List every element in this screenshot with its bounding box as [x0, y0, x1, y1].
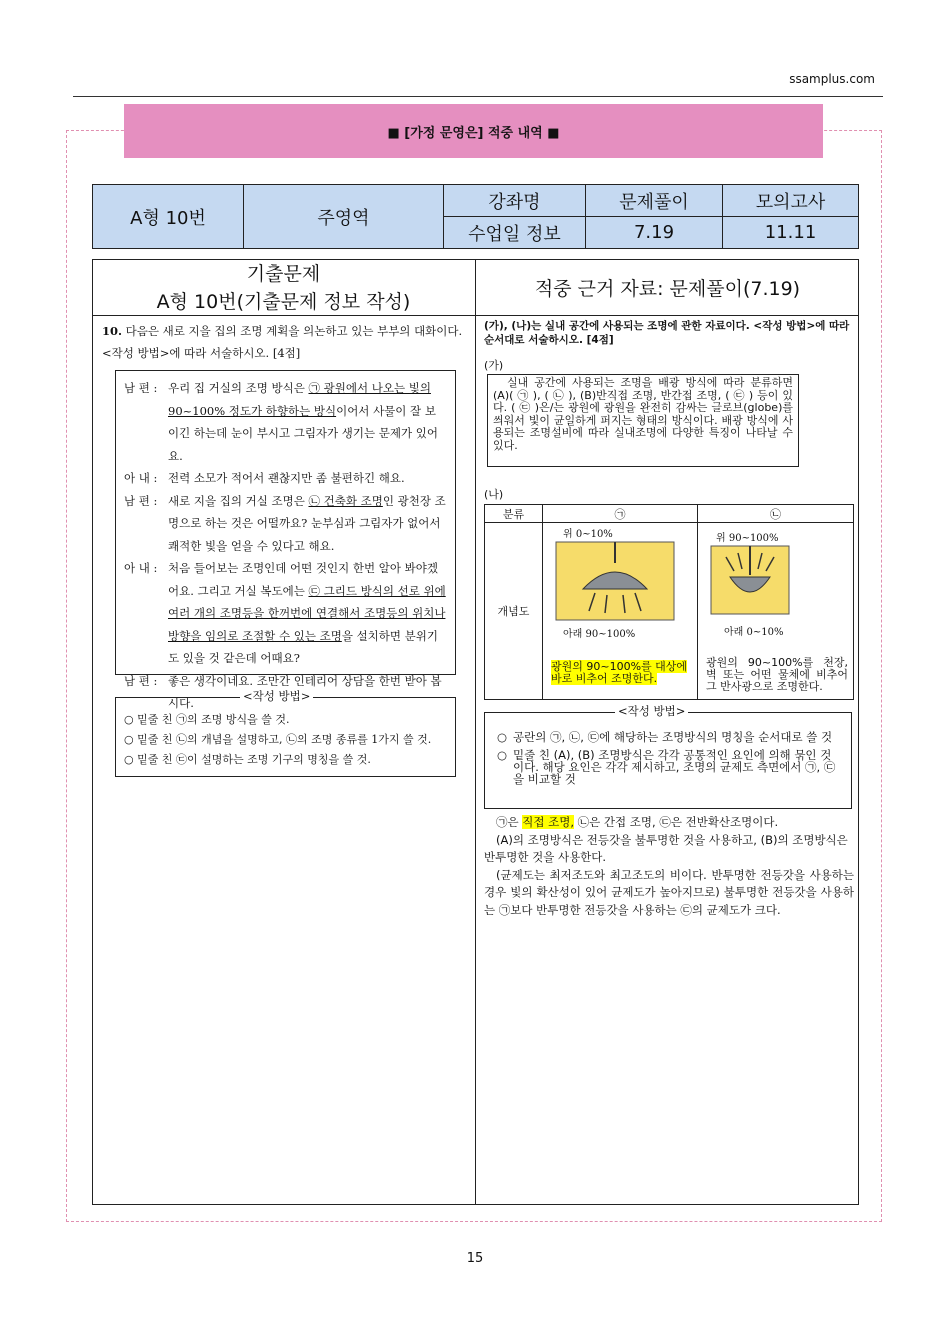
answer-text: ㉡은 간접 조명, ㉢은 전반확산조명이다. [574, 815, 779, 829]
class-header: 분류 [485, 505, 543, 523]
na-label: (나) [484, 488, 504, 501]
ga-text: 실내 공간에 사용되는 조명을 배광 방식에 따라 분류하면 (A)( ㉠ ), ( ㉡ ), (B)반직접 조명, 반간접 조명, ( ㉢ ) 등이 있다. ( ㉢ )은/는 광원에 광원을 완전히 감싸는 글로브(globe)를 씌워서 빛이 균일하게 퍼지는 형태의 방식이다. 배광 방식에 사용되는 조명설비에 따라 실내조명에 다양한 특징이 나타날 수 있다. [493, 376, 793, 452]
indirect-lighting-cell [698, 523, 854, 700]
right-heading: 적중 근거 자료: 문제풀이(7.19) [534, 277, 801, 300]
dialog-line [124, 490, 447, 558]
method-text: 공란의 ㉠, ㉡, ㉢에 해당하는 조명방식의 명칭을 순서대로 쓸 것 [513, 730, 833, 744]
speaker: 아 내 : [124, 471, 158, 485]
page-number: 15 [466, 1251, 484, 1266]
right-question: (가), (나)는 실내 공간에 사용되는 조명에 관한 자료이다. <작성 방법>에 따라 순서대로 서술하시오. [4점] [484, 320, 850, 346]
dialog-line [124, 377, 447, 467]
dialog-text: 좋은 생각이네요. 조만간 인테리어 상담을 한번 받아 봅시다. [168, 673, 442, 710]
left-heading-line1: 기출문제 [246, 263, 321, 285]
col2-bottom-label: 아래 0~10% [724, 627, 784, 638]
date2-cell: 11.11 [723, 217, 859, 249]
banner-title: ■ [가정 문영은] 적중 내역 ■ [124, 104, 823, 158]
answer-line3: (균제도는 최저조도와 최고조도의 비이다. 반투명한 전등갓을 사용하는 경우 빛의 확산성이 있어 균제도가 높아지므로) 불투명한 전등갓을 사용하는 ㉠보다 반투명한 전등갓을 사용하는 ㉢의 균제도가 크다. [484, 867, 854, 917]
answer-line2: (A)의 조명방식은 전등갓을 불투명한 것을 사용하고, (B)의 조명방식은 반투명한 것을 사용한다. [484, 832, 848, 864]
dialog-text: 을 설치하면 분위기도 있을 것 같은데 어때요? [168, 628, 438, 665]
course1-cell: 문제풀이 [586, 185, 723, 217]
underlined-text: ㉢ 그리드 방식의 선로 위에 여러 개의 조명등을 한꺼번에 연결해서 조명등의 위치나 방향을 임의로 조절할 수 있는 조명 [168, 583, 446, 643]
col2-top-label: 위 90~100% [716, 533, 779, 544]
method-item [497, 749, 839, 785]
method-item: ○ 밑줄 친 ㉢이 설명하는 조명 기구의 명칭을 쓸 것. [124, 753, 371, 766]
left-heading [92, 259, 475, 315]
dialog-text: 새로 지을 집의 거실 조명은 [168, 493, 309, 508]
column-divider [475, 259, 476, 1205]
date-label-cell: 수업일 정보 [444, 217, 586, 249]
col2-description: 광원의 90~100%를 천장, 벽 또는 어떤 물체에 비추어 그 반사광으로 조명한다. [706, 656, 848, 693]
right-method-box [484, 712, 852, 809]
underlined-text: ㉠ 광원에서 나오는 빛의 90~100% 정도가 하향하는 방식 [168, 381, 431, 418]
topic-cell: 주영역 [244, 185, 444, 249]
dialog-text: 우리 집 거실의 조명 방식은 [168, 381, 309, 395]
course-label-cell: 강좌명 [444, 185, 586, 217]
info-table [92, 184, 859, 249]
dialog-line [124, 467, 447, 490]
question-intro [102, 320, 467, 364]
left-heading-line2: A형 10번(기출문제 정보 작성) [156, 291, 411, 313]
lighting-table [484, 504, 854, 700]
bullet: ○ [497, 748, 508, 762]
dialog-line [124, 557, 447, 670]
date1-cell: 7.19 [586, 217, 723, 249]
answer-highlight: 직접 조명, [522, 815, 575, 829]
site-url: ssamplus.com [789, 72, 875, 86]
bullet: ○ [497, 730, 508, 744]
course2-cell: 모의고사 [723, 185, 859, 217]
dialog-text: 전력 소모가 적어서 괜찮지만 좀 불편하긴 해요. [168, 471, 405, 485]
indirect-lamp-icon [710, 545, 790, 615]
method-item: ○ 밑줄 친 ㉠의 조명 방식을 쓸 것. [124, 713, 290, 726]
col1-bottom-label: 아래 90~100% [563, 629, 636, 640]
direct-lighting-cell [543, 523, 698, 700]
speaker: 남 편 : [124, 673, 158, 688]
answer-line1 [484, 814, 854, 832]
col1-description-text: 광원의 90~100%를 대상에 바로 비추어 조명한다. [551, 660, 688, 685]
ga-label: (가) [484, 359, 504, 372]
question-number: 10. [102, 324, 123, 338]
dialog-text: 인 광천장 조명으로 하는 것은 어떨까요? 눈부심과 그림자가 없어서 쾌적한 빛을 얻을 수 있다고 해요. [168, 493, 446, 553]
col1-top-label: 위 0~10% [563, 529, 613, 540]
col2-header: ㉡ [698, 505, 854, 523]
direct-lamp-icon [555, 541, 675, 621]
method-item [497, 731, 839, 743]
method-text: 밑줄 친 (A), (B) 조명방식은 각각 공통적인 요인에 의해 묶인 것이다. 해당 요인은 각각 제시하고, 조명의 균제도 측면에서 ㉠, ㉢을 비교할 것 [513, 748, 836, 786]
col1-header: ㉠ [543, 505, 698, 523]
left-method-box [115, 697, 456, 777]
answer-text: ㉠은 [496, 815, 523, 829]
answer-block [484, 814, 854, 919]
header-rule [73, 96, 883, 97]
left-method-title: <작성 방법> [240, 688, 313, 704]
speaker: 아 내 : [124, 561, 158, 575]
exam-cell: A형 10번 [93, 185, 244, 249]
dialog-text: 이어서 사물이 잘 보이긴 하는데 눈이 부시고 그림자가 생기는 문제가 있어요. [168, 403, 438, 463]
speaker: 남 편 : [124, 493, 158, 508]
speaker: 남 편 : [124, 381, 158, 395]
question-text: 다음은 새로 지을 집의 조명 계획을 의논하고 있는 부부의 대화이다. <작성 방법>에 따라 서술하시오. [4점] [102, 324, 463, 360]
concept-label: 개념도 [485, 523, 543, 700]
right-method-title: <작성 방법> [615, 703, 688, 719]
method-item: ○ 밑줄 친 ㉡의 개념을 설명하고, ㉡의 조명 종류를 1가지 쓸 것. [124, 733, 432, 746]
dialog-text: 처음 들어보는 조명인데 어떤 것인지 한번 알아 봐야겠어요. 그리고 거실 복도에는 [168, 561, 438, 598]
col1-description [551, 661, 691, 685]
ga-box [487, 374, 799, 467]
underlined-text: ㉡ 건축화 조명 [308, 493, 383, 508]
